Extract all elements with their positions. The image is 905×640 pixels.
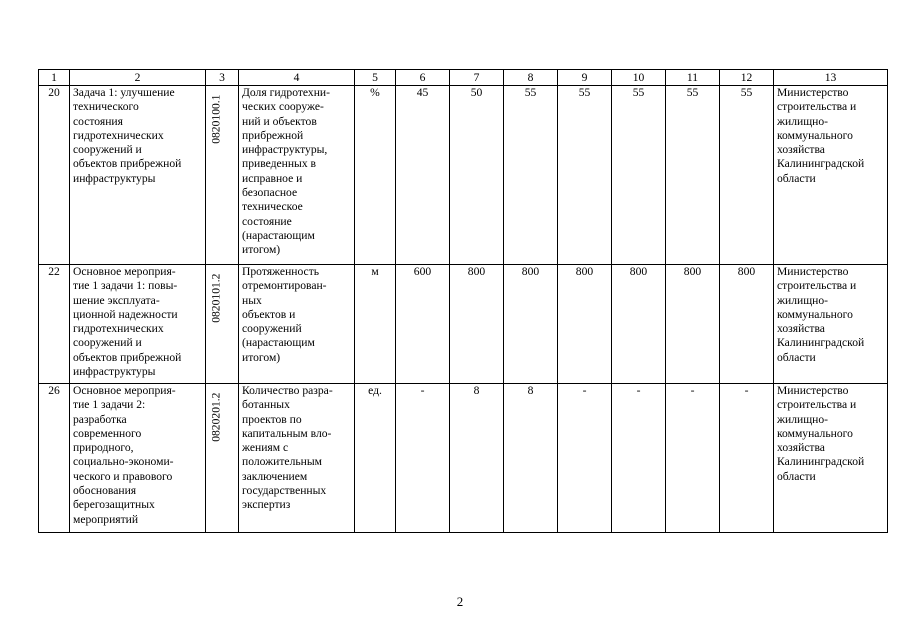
- responsible-cell: [774, 86, 888, 265]
- text-line: современного: [73, 426, 142, 440]
- text-line: тие 1 задачи 1: повы-: [73, 279, 178, 293]
- text-line: объектов прибрежной: [73, 157, 182, 171]
- text-line: ных: [242, 293, 262, 307]
- text-line: хозяйства: [777, 143, 825, 157]
- text-line: (нарастающим: [242, 228, 315, 242]
- value-cell: 600: [396, 265, 450, 384]
- header-cell: 2: [70, 70, 206, 86]
- value-cell: -: [720, 384, 774, 533]
- text-line: ческих сооруже-: [242, 100, 324, 114]
- text-line: коммунального: [777, 307, 853, 321]
- task-name-cell: [70, 384, 206, 533]
- text-line: техническое: [242, 200, 303, 214]
- text-line: инфраструктуры: [73, 171, 156, 185]
- value-cell: 50: [450, 86, 504, 265]
- indicator-cell: [239, 384, 355, 533]
- text-line: жилищно-: [777, 412, 828, 426]
- text-line: Протяженность: [242, 265, 320, 278]
- text-line: ний и объектов: [242, 114, 317, 128]
- text-line: шение эксплуата-: [73, 293, 160, 307]
- text-line: отремонтирован-: [242, 279, 327, 293]
- text-line: Министерство: [777, 86, 849, 99]
- page-number: 2: [456, 594, 464, 609]
- text-line: Калининградской: [777, 157, 865, 171]
- unit-cell: %: [355, 86, 396, 265]
- text-line: экспертиз: [242, 498, 291, 512]
- text-line: сооружений: [242, 322, 302, 336]
- header-cell: 8: [504, 70, 558, 86]
- text-line: обоснования: [73, 484, 137, 498]
- indicator-cell: [239, 86, 355, 265]
- table-row: [39, 265, 888, 384]
- code-cell: [206, 384, 239, 533]
- value-cell: 8: [450, 384, 504, 533]
- text-line: берегозащитных: [73, 498, 155, 512]
- value-cell: -: [558, 384, 612, 533]
- header-cell: 11: [666, 70, 720, 86]
- text-line: технического: [73, 100, 139, 114]
- text-line: хозяйства: [777, 322, 825, 336]
- text-line: гидротехнических: [73, 322, 164, 336]
- text-line: социально-экономи-: [73, 455, 174, 469]
- budget-code: 0820101.2: [209, 273, 223, 323]
- text-line: Основное мероприя-: [73, 265, 176, 278]
- text-line: жилищно-: [777, 293, 828, 307]
- value-cell: 800: [558, 265, 612, 384]
- text-line: сооружений и: [73, 336, 142, 350]
- text-line: Количество разра-: [242, 384, 333, 397]
- value-cell: 45: [396, 86, 450, 265]
- row-number: 22: [39, 265, 70, 384]
- task-name-cell: [70, 86, 206, 265]
- table-row: [39, 86, 888, 265]
- budget-code: 0820201.2: [209, 392, 223, 442]
- text-line: жениям с: [242, 441, 289, 455]
- text-line: безопасное: [242, 186, 298, 200]
- text-line: хозяйства: [777, 441, 825, 455]
- text-line: области: [777, 469, 816, 483]
- text-line: разработка: [73, 412, 127, 426]
- value-cell: 800: [720, 265, 774, 384]
- value-cell: 800: [450, 265, 504, 384]
- text-line: исправное и: [242, 171, 303, 185]
- code-cell: [206, 86, 239, 265]
- text-line: Калининградской: [777, 455, 865, 469]
- row-number: 20: [39, 86, 70, 265]
- row-number: 26: [39, 384, 70, 533]
- header-cell: 10: [612, 70, 666, 86]
- text-line: тие 1 задачи 2:: [73, 398, 146, 412]
- text-line: прибрежной: [242, 128, 304, 142]
- value-cell: 55: [558, 86, 612, 265]
- budget-code: 0820100.1: [209, 94, 223, 144]
- text-line: гидротехнических: [73, 128, 164, 142]
- value-cell: 800: [504, 265, 558, 384]
- header-cell: 9: [558, 70, 612, 86]
- header-cell: 5: [355, 70, 396, 86]
- unit-cell: м: [355, 265, 396, 384]
- text-line: ционной надежности: [73, 307, 178, 321]
- text-line: ботанных: [242, 398, 290, 412]
- text-line: итогом): [242, 243, 281, 257]
- text-line: капитальным вло-: [242, 426, 332, 440]
- text-line: инфраструктуры,: [242, 143, 328, 157]
- header-cell: 6: [396, 70, 450, 86]
- text-line: Задача 1: улучшение: [73, 86, 175, 99]
- indicator-cell: [239, 265, 355, 384]
- text-line: итогом): [242, 350, 281, 364]
- text-line: проектов по: [242, 412, 302, 426]
- text-line: заключением: [242, 469, 308, 483]
- text-line: приведенных в: [242, 157, 317, 171]
- text-line: (нарастающим: [242, 336, 315, 350]
- text-line: состояния: [73, 114, 123, 128]
- header-cell: 4: [239, 70, 355, 86]
- value-cell: -: [666, 384, 720, 533]
- text-line: ческого и правового: [73, 469, 173, 483]
- responsible-cell: [774, 384, 888, 533]
- text-line: Доля гидротехни-: [242, 86, 330, 99]
- value-cell: -: [396, 384, 450, 533]
- table-row: [39, 384, 888, 533]
- text-line: природного,: [73, 441, 134, 455]
- text-line: области: [777, 350, 816, 364]
- text-line: объектов и: [242, 307, 296, 321]
- text-line: государственных: [242, 484, 327, 498]
- text-line: жилищно-: [777, 114, 828, 128]
- task-name-cell: [70, 265, 206, 384]
- value-cell: 55: [612, 86, 666, 265]
- indicators-table: [38, 69, 888, 533]
- text-line: сооружений и: [73, 143, 142, 157]
- text-line: коммунального: [777, 426, 853, 440]
- responsible-cell: [774, 265, 888, 384]
- header-cell: 7: [450, 70, 504, 86]
- text-line: мероприятий: [73, 512, 139, 526]
- value-cell: 55: [720, 86, 774, 265]
- value-cell: 800: [612, 265, 666, 384]
- header-row: [39, 70, 888, 86]
- text-line: объектов прибрежной: [73, 350, 182, 364]
- header-cell: 3: [206, 70, 239, 86]
- value-cell: -: [612, 384, 666, 533]
- text-line: строительства и: [777, 100, 857, 114]
- text-line: инфраструктуры: [73, 365, 156, 379]
- code-cell: [206, 265, 239, 384]
- text-line: Основное мероприя-: [73, 384, 176, 397]
- unit-cell: ед.: [355, 384, 396, 533]
- text-line: коммунального: [777, 128, 853, 142]
- text-line: Министерство: [777, 265, 849, 278]
- header-cell: 12: [720, 70, 774, 86]
- text-line: Калининградской: [777, 336, 865, 350]
- value-cell: 800: [666, 265, 720, 384]
- text-line: Министерство: [777, 384, 849, 397]
- header-cell: 13: [774, 70, 888, 86]
- text-line: положительным: [242, 455, 322, 469]
- text-line: состояние: [242, 214, 292, 228]
- text-line: строительства и: [777, 398, 857, 412]
- header-cell: 1: [39, 70, 70, 86]
- text-line: строительства и: [777, 279, 857, 293]
- value-cell: 8: [504, 384, 558, 533]
- value-cell: 55: [504, 86, 558, 265]
- value-cell: 55: [666, 86, 720, 265]
- text-line: области: [777, 171, 816, 185]
